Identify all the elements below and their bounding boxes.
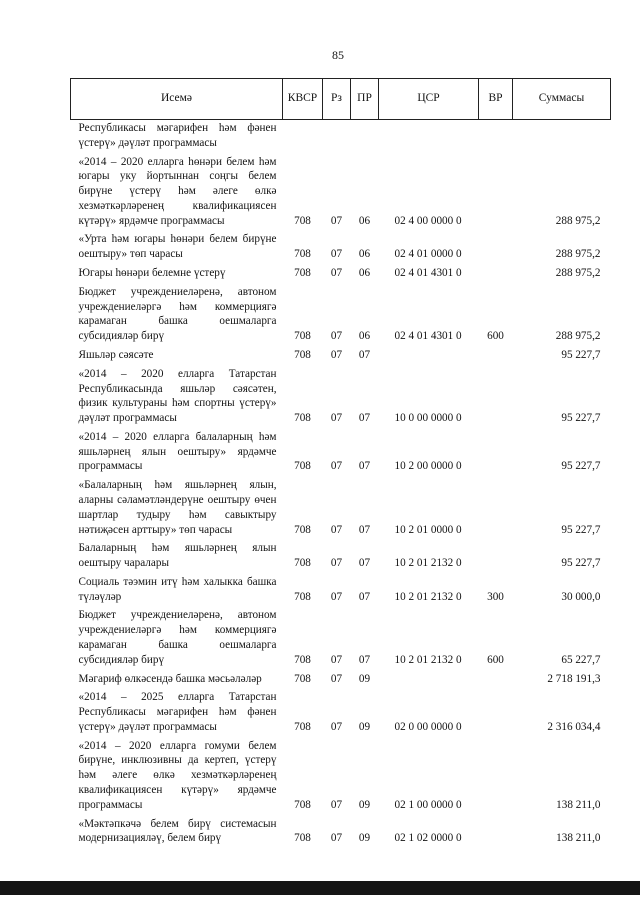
page-number: 85 (332, 48, 344, 62)
row-rz: 07 (330, 832, 343, 845)
row-rz: 07 (330, 798, 343, 811)
row-amount: 2 718 191,3 (547, 672, 601, 685)
header-kvsr: КВСР (283, 79, 323, 120)
header-name: Исемә (71, 79, 283, 120)
table-header-row (71, 79, 611, 120)
row-pr: 09 (358, 798, 371, 811)
row-pr: 06 (358, 267, 371, 280)
row-name: «Урта һәм югары һөнәри белем бирүне оештыру» төп чарасы (78, 233, 277, 261)
header-vr: ВР (479, 79, 513, 120)
row-amount (513, 120, 611, 154)
row-pr: 07 (358, 653, 371, 666)
row-pr: 07 (358, 523, 371, 536)
row-csr: 02 4 01 4301 0 (394, 267, 462, 280)
row-rz: 07 (330, 557, 343, 570)
row-vr (479, 816, 513, 850)
row-rz: 07 (330, 720, 343, 733)
row-name: Югары һөнәри белемне үстерү (78, 267, 226, 280)
row-kvsr (283, 120, 323, 154)
row-rz: 07 (330, 523, 343, 536)
row-rz: 07 (330, 590, 343, 603)
row-name: Бюджет учреждениеләренә, автоном учреждениеләргә һәм коммерциягә карамаган башка оешмаларга субсидияләр бирү (78, 609, 277, 666)
table-row (71, 231, 611, 265)
row-csr: 02 1 02 0000 0 (394, 832, 462, 845)
row-vr (479, 477, 513, 540)
row-vr (479, 120, 513, 154)
row-amount: 95 227,7 (561, 523, 601, 536)
row-kvsr: 708 (294, 248, 311, 261)
row-rz: 07 (330, 460, 343, 473)
row-csr: 10 2 01 2132 0 (394, 653, 462, 666)
row-pr: 07 (358, 460, 371, 473)
table-row (71, 265, 611, 284)
table-row (71, 540, 611, 574)
row-pr: 07 (358, 590, 371, 603)
row-kvsr: 708 (294, 348, 311, 361)
row-csr: 02 4 00 0000 0 (394, 214, 462, 227)
header-rz: Рз (323, 79, 351, 120)
row-vr (479, 540, 513, 574)
row-amount: 138 211,0 (556, 798, 601, 811)
row-kvsr: 708 (294, 214, 311, 227)
table-row (71, 738, 611, 816)
row-csr: 10 2 01 2132 0 (394, 557, 462, 570)
table-row (71, 154, 611, 232)
row-pr: 06 (358, 248, 371, 261)
row-csr (379, 120, 479, 154)
row-vr (479, 689, 513, 737)
row-kvsr: 708 (294, 267, 311, 280)
row-rz (323, 120, 351, 154)
row-kvsr: 708 (294, 672, 311, 685)
row-rz: 07 (330, 672, 343, 685)
row-pr: 06 (358, 330, 371, 343)
row-name: «2014 – 2020 елларга һөнәри белем һәм югары уку йортыннан соңгы белем бирүне үстерү һәм әлеге өлкә хезмәткәрләренең квалификациясен күтәрү» ярдәмче программасы (78, 155, 277, 227)
row-vr (479, 738, 513, 816)
row-name: «2014 – 2020 елларга балаларның һәм яшьләрнең ялын оештыру» ярдәмче программасы (78, 430, 277, 473)
row-name: Мәгариф өлкәсендә башка мәсьәләләр (78, 672, 262, 685)
table-row (71, 477, 611, 540)
row-amount: 65 227,7 (561, 653, 601, 666)
row-csr: 10 2 01 2132 0 (394, 590, 462, 603)
budget-table (70, 78, 611, 849)
row-csr: 02 4 01 4301 0 (394, 330, 462, 343)
row-pr: 07 (358, 557, 371, 570)
row-csr (379, 347, 479, 366)
table-row (71, 366, 611, 429)
row-kvsr: 708 (294, 523, 311, 536)
row-amount: 2 316 034,4 (547, 720, 601, 733)
row-vr: 600 (487, 330, 504, 343)
row-csr: 10 2 00 0000 0 (394, 460, 462, 473)
row-kvsr: 708 (294, 832, 311, 845)
row-pr: 07 (358, 348, 371, 361)
row-rz: 07 (330, 267, 343, 280)
row-vr: 600 (487, 653, 504, 666)
row-name: «2014 – 2020 елларга гомуми белем бирүне, инклюзивны да кертеп, үстерү һәм әлеге өлкә хезмәткәрләренең квалификациясен күтәрү» ярдәмче программасы (78, 739, 277, 811)
row-kvsr: 708 (294, 460, 311, 473)
row-vr (479, 671, 513, 690)
table-row (71, 607, 611, 670)
row-pr: 09 (358, 672, 371, 685)
row-rz: 07 (330, 348, 343, 361)
table-row (71, 347, 611, 366)
row-name: «Мәктәпкәчә белем бирү системасын модернизацияләү, белем бирү (78, 817, 277, 845)
table-row (71, 284, 611, 347)
table-row (71, 671, 611, 690)
row-csr: 02 0 00 0000 0 (394, 720, 462, 733)
row-vr (479, 366, 513, 429)
table-row (71, 574, 611, 608)
row-csr: 10 0 00 0000 0 (394, 412, 462, 425)
row-rz: 07 (330, 653, 343, 666)
row-rz: 07 (330, 214, 343, 227)
row-amount: 95 227,7 (561, 557, 601, 570)
row-amount: 30 000,0 (561, 590, 601, 603)
row-vr (479, 154, 513, 232)
row-csr: 02 1 00 0000 0 (394, 798, 462, 811)
table-row (71, 120, 611, 154)
row-csr: 10 2 01 0000 0 (394, 523, 462, 536)
table-row (71, 689, 611, 737)
row-name: Социаль тәэмин итү һәм халыкка башка түләүләр (78, 575, 277, 603)
row-amount: 138 211,0 (556, 832, 601, 845)
row-pr: 09 (358, 720, 371, 733)
row-pr: 06 (358, 214, 371, 227)
row-kvsr: 708 (294, 720, 311, 733)
row-kvsr: 708 (294, 557, 311, 570)
row-amount: 288 975,2 (555, 267, 601, 280)
row-name: «2014 – 2025 елларга Татарстан Республикасы мәгарифен һәм фәнен үстерү» дәүләт программасы (78, 691, 277, 733)
row-pr (351, 120, 379, 154)
row-amount: 95 227,7 (561, 412, 601, 425)
row-rz: 07 (330, 330, 343, 343)
row-kvsr: 708 (294, 653, 311, 666)
row-kvsr: 708 (294, 590, 311, 603)
row-name: Яшьләр сәясәте (78, 348, 154, 361)
row-vr (479, 265, 513, 284)
table-row (71, 816, 611, 850)
row-name: Балаларның һәм яшьләрнең ялын оештыру чаралары (78, 542, 277, 570)
row-vr (479, 347, 513, 366)
header-pr: ПР (351, 79, 379, 120)
row-amount: 288 975,2 (555, 248, 601, 261)
row-amount: 288 975,2 (555, 214, 601, 227)
row-pr: 09 (358, 832, 371, 845)
row-csr (379, 671, 479, 690)
row-amount: 95 227,7 (561, 348, 601, 361)
row-rz: 07 (330, 248, 343, 261)
row-kvsr: 708 (294, 412, 311, 425)
row-kvsr: 708 (294, 798, 311, 811)
table-row (71, 429, 611, 477)
row-kvsr: 708 (294, 330, 311, 343)
row-vr: 300 (487, 590, 504, 603)
row-rz: 07 (330, 412, 343, 425)
row-csr: 02 4 01 0000 0 (394, 248, 462, 261)
row-amount: 288 975,2 (555, 330, 601, 343)
row-amount: 95 227,7 (561, 460, 601, 473)
page-bottom-edge (0, 881, 640, 895)
row-pr: 07 (358, 412, 371, 425)
row-name: «2014 – 2020 елларга Татарстан Республикасында яшьләр сәясәтен, физик культураны һәм спортны үстерү» дәүләт программасы (78, 367, 277, 425)
row-name: «Балаларның һәм яшьләрнең ялын, аларны сәламәтләндерүне оештыру өчен шартлар тудыру һәм савыктыру нәтиҗәсен арттыру» төп чарасы (78, 479, 277, 536)
row-vr (479, 429, 513, 477)
header-amount: Суммасы (513, 79, 611, 120)
header-csr: ЦСР (379, 79, 479, 120)
row-name: Республикасы мәгарифен һәм фәнен үстерү» дәүләт программасы (78, 122, 277, 149)
row-name: Бюджет учреждениеләренә, автоном учреждениеләргә һәм коммерциягә карамаган башка оешмаларга субсидияләр бирү (78, 285, 277, 343)
row-vr (479, 231, 513, 265)
